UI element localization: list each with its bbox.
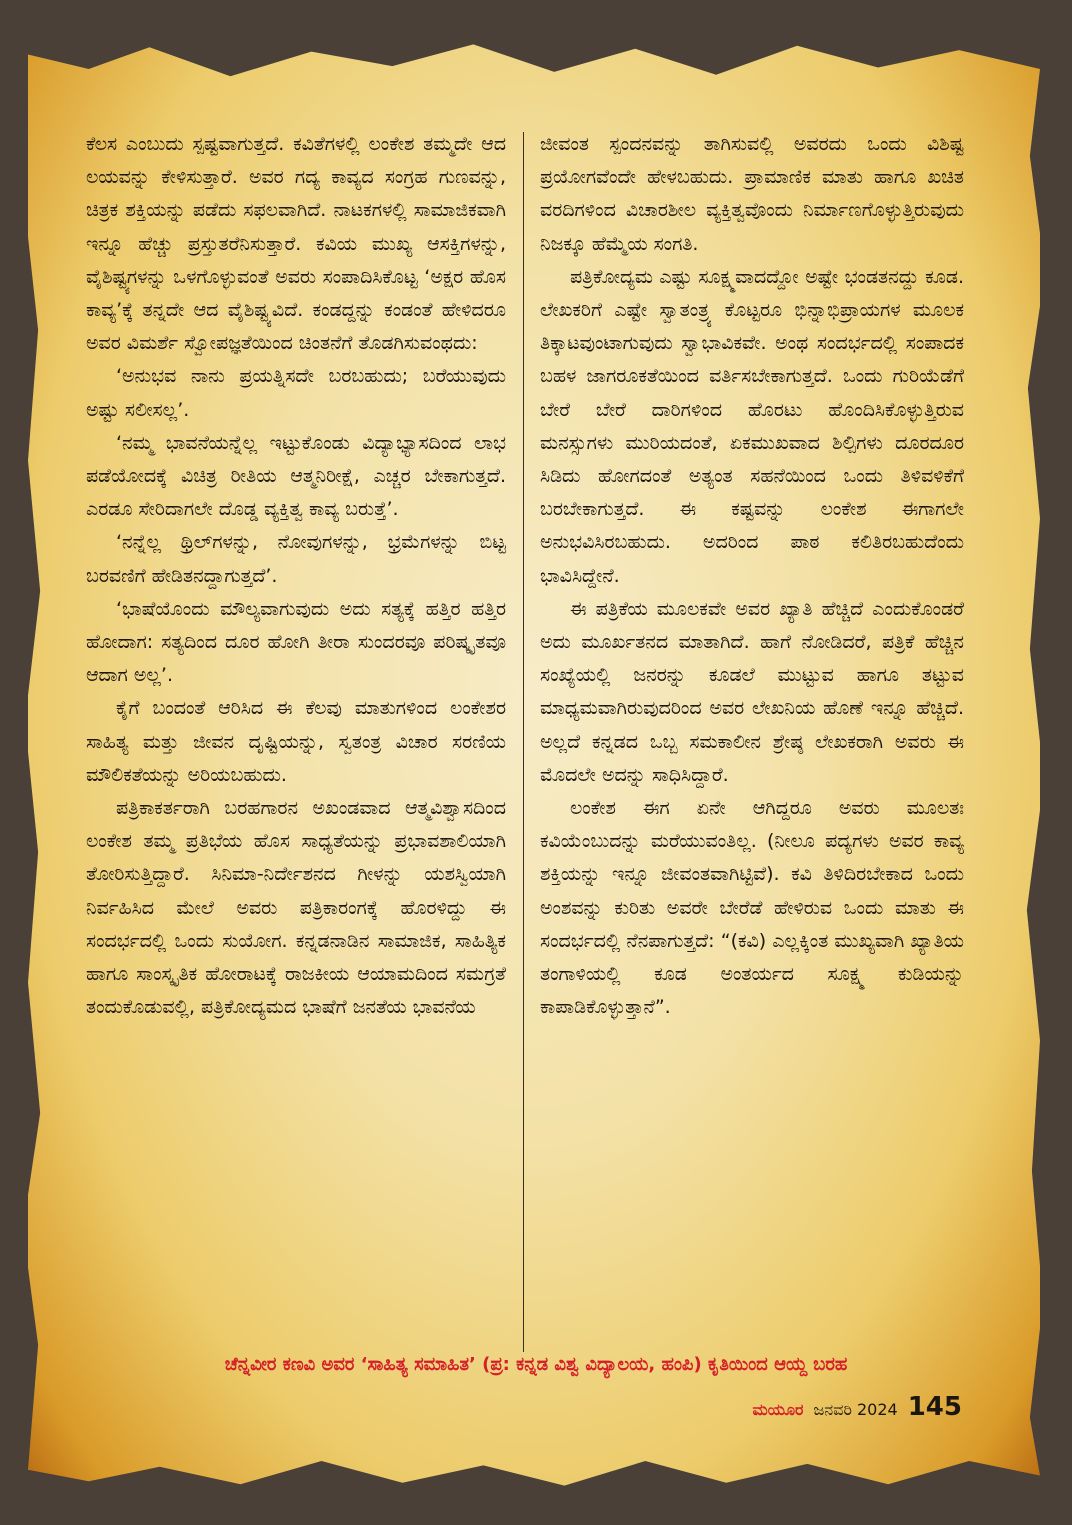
paragraph: ಲಂಕೇಶ ಈಗ ಏನೇ ಆಗಿದ್ದರೂ ಅವರು ಮೂಲತಃ ಕವಿಯೆಂಬುದನ್ನು ಮರೆಯುವಂತಿಲ್ಲ. (ನೀಲೂ ಪದ್ಯಗಳು ಅವರ ಕಾವ್ಯ ಶಕ್ತಿಯನ್ನು ಇನ್ನೂ ಜೀವಂತವಾಗಿಟ್ಟಿವೆ). ಕವಿ ತಿಳಿದಿರಬೇಕಾದ ಒಂದು ಅಂಶವನ್ನು ಕುರಿತು ಅವರೇ ಬೇರೆಡೆ ಹೇಳಿರುವ ಒಂದು ಮಾತು ಈ ಸಂದರ್ಭದಲ್ಲಿ ನೆನಪಾಗುತ್ತದೆ: “(ಕವಿ) ಎಲ್ಲಕ್ಕಿಂತ ಮುಖ್ಯವಾಗಿ ಖ್ಯಾತಿಯ ತಂಗಾಳಿಯಲ್ಲಿ ಕೂಡ ಅಂತರ್ಯದ ಸೂಕ್ಷ್ಮ ಕುಡಿಯನ್ನು ಕಾಪಾಡಿಕೊಳ್ಳುತ್ತಾನೆ”. (540, 797, 964, 1019)
article-column-left (86, 128, 506, 1024)
paragraph: ಪತ್ರಿಕೋದ್ಯಮ ಎಷ್ಟು ಸೂಕ್ಷ್ಮವಾದದ್ದೋ ಅಷ್ಟೇ ಭಂಡತನದ್ದು ಕೂಡ. ಲೇಖಕರಿಗೆ ಎಷ್ಟೇ ಸ್ವಾತಂತ್ರ್ಯ ಕೊಟ್ಟರೂ ಭಿನ್ನಾಭಿಪ್ರಾಯಗಳ ಮೂಲಕ ತಿಕ್ಕಾಟವುಂಟಾಗುವುದು ಸ್ವಾಭಾವಿಕವೇ. ಅಂಥ ಸಂದರ್ಭದಲ್ಲಿ ಸಂಪಾದಕ ಬಹಳ ಜಾಗರೂಕತೆಯಿಂದ ವರ್ತಿಸಬೇಕಾಗುತ್ತದೆ. ಒಂದು ಗುರಿಯೆಡೆಗೆ ಬೇರೆ ಬೇರೆ ದಾರಿಗಳಿಂದ ಹೊರಟು ಹೊಂದಿಸಿಕೊಳ್ಳುತ್ತಿರುವ ಮನಸ್ಸುಗಳು ಮುರಿಯದಂತೆ, ಏಕಮುಖವಾದ ಶಿಲ್ಪಿಗಳು ದೂರದೂರ ಸಿಡಿದು ಹೋಗದಂತೆ ಅತ್ಯಂತ ಸಹನೆಯಿಂದ ಒಂದು ತಿಳಿವಳಿಕೆಗೆ ಬರಬೇಕಾಗುತ್ತದೆ. ಈ ಕಷ್ಟವನ್ನು ಲಂಕೇಶ ಈಗಾಗಲೇ ಅನುಭವಿಸಿರಬಹುದು. ಅದರಿಂದ ಪಾಠ ಕಲಿತಿರಬಹುದೆಂದು ಭಾವಿಸಿದ್ದೇನೆ. (540, 265, 964, 587)
magazine-name: ಮಯೂರ (752, 1400, 804, 1419)
quote-paragraph: ‘ಭಾಷೆಯೊಂದು ಮೌಲ್ಯವಾಗುವುದು ಅದು ಸತ್ಯಕ್ಕೆ ಹತ್ತಿರ ಹತ್ತಿರ ಹೋದಾಗ: ಸತ್ಯದಿಂದ ದೂರ ಹೋಗಿ ತೀರಾ ಸುಂದರವೂ ಪರಿಷ್ಕೃತವೂ ಆದಾಗ ಅಲ್ಲ’. (86, 597, 506, 687)
page-number: 145 (907, 1392, 962, 1422)
source-credit: ಚೆನ್ನವೀರ ಕಣವಿ ಅವರ ‘ಸಾಹಿತ್ಯ ಸಮಾಹಿತ’ (ಪ್ರ: ಕನ್ನಡ ವಿಶ್ವ ವಿದ್ಯಾಲಯ, ಹಂಪಿ) ಕೃತಿಯಿಂದ ಆಯ್ದ ಬರಹ (224, 1354, 848, 1375)
page-footer (753, 1392, 963, 1422)
quote-paragraph: ‘ಅನುಭವ ನಾನು ಪ್ರಯತ್ನಿಸದೇ ಬರಬಹುದು; ಬರೆಯುವುದು ಅಷ್ಟು ಸಲೀಸಲ್ಲ’. (86, 365, 506, 421)
quote-paragraph: ‘ನಮ್ಮ ಭಾವನೆಯನ್ನೆಲ್ಲ ಇಟ್ಟುಕೊಂಡು ವಿದ್ಯಾಭ್ಯಾಸದಿಂದ ಲಾಭ ಪಡೆಯೋದಕ್ಕೆ ವಿಚಿತ್ರ ರೀತಿಯ ಆತ್ಮನಿರೀಕ್ಷೆ, ಎಚ್ಚರ ಬೇಕಾಗುತ್ತದೆ. ಎರಡೂ ಸೇರಿದಾಗಲೇ ದೊಡ್ಡ ವ್ಯಕ್ತಿತ್ವ ಕಾವ್ಯ ಬರುತ್ತೆ’. (86, 431, 506, 521)
paragraph: ಈ ಪತ್ರಿಕೆಯ ಮೂಲಕವೇ ಅವರ ಖ್ಯಾತಿ ಹೆಚ್ಚಿದೆ ಎಂದುಕೊಂಡರೆ ಅದು ಮೂರ್ಖತನದ ಮಾತಾಗಿದೆ. ಹಾಗೆ ನೋಡಿದರೆ, ಪತ್ರಿಕೆ ಹೆಚ್ಚಿನ ಸಂಖ್ಯೆಯಲ್ಲಿ ಜನರನ್ನು ಕೂಡಲೆ ಮುಟ್ಟುವ ಹಾಗೂ ತಟ್ಟುವ ಮಾಧ್ಯಮವಾಗಿರುವುದರಿಂದ ಅವರ ಲೇಖನಿಯ ಹೊಣೆ ಇನ್ನೂ ಹೆಚ್ಚಿದೆ. ಅಲ್ಲದೆ ಕನ್ನಡದ ಒಬ್ಬ ಸಮಕಾಲೀನ ಶ್ರೇಷ್ಠ ಲೇಖಕರಾಗಿ ಅವರು ಈ ಮೊದಲೇ ಅದನ್ನು ಸಾಧಿಸಿದ್ದಾರೆ. (540, 597, 964, 786)
column-divider (523, 132, 524, 1352)
paragraph: ಜೀವಂತ ಸ್ಪಂದನವನ್ನು ತಾಗಿಸುವಲ್ಲಿ ಅವರದು ಒಂದು ವಿಶಿಷ್ಟ ಪ್ರಯೋಗವೆಂದೇ ಹೇಳಬಹುದು. ಪ್ರಾಮಾಣಿಕ ಮಾತು ಹಾಗೂ ಖಚಿತ ವರದಿಗಳಿಂದ ವಿಚಾರಶೀಲ ವ್ಯಕ್ತಿತ್ವವೊಂದು ನಿರ್ಮಾಣಗೊಳ್ಳುತ್ತಿರುವುದು ನಿಜಕ್ಕೂ ಹೆಮ್ಮೆಯ ಸಂಗತಿ. (540, 133, 964, 255)
paragraph: ಕೈಗೆ ಬಂದಂತೆ ಆರಿಸಿದ ಈ ಕೆಲವು ಮಾತುಗಳಿಂದ ಲಂಕೇಶರ ಸಾಹಿತ್ಯ ಮತ್ತು ಜೀವನ ದೃಷ್ಟಿಯನ್ನು, ಸ್ವತಂತ್ರ ವಿಚಾರ ಸರಣಿಯ ಮೌಲಿಕತೆಯನ್ನು ಅರಿಯಬಹುದು. (86, 697, 506, 786)
quote-paragraph: ‘ನನ್ನೆಲ್ಲ ಥ್ರಿಲ್‌ಗಳನ್ನು, ನೋವುಗಳನ್ನು, ಭ್ರಮೆಗಳನ್ನು ಬಿಟ್ಟ ಬರವಣಿಗೆ ಹೇಡಿತನದ್ದಾಗುತ್ತದೆ’. (86, 531, 506, 587)
article-column-right (540, 128, 964, 1024)
issue-date: ಜನವರಿ 2024 (813, 1400, 898, 1419)
paragraph: ಕೆಲಸ ಎಂಬುದು ಸ್ಪಷ್ಟವಾಗುತ್ತದೆ. ಕವಿತೆಗಳಲ್ಲಿ ಲಂಕೇಶ ತಮ್ಮದೇ ಆದ ಲಯವನ್ನು ಕೇಳಿಸುತ್ತಾರೆ. ಅವರ ಗದ್ಯ ಕಾವ್ಯದ ಸಂಗ್ರಹ ಗುಣವನ್ನು, ಚಿತ್ರಕ ಶಕ್ತಿಯನ್ನು ಪಡೆದು ಸಫಲವಾಗಿದೆ. ನಾಟಕಗಳಲ್ಲಿ ಸಾಮಾಜಿಕವಾಗಿ ಇನ್ನೂ ಹೆಚ್ಚು ಪ್ರಸ್ತುತರೆನಿಸುತ್ತಾರೆ. ಕವಿಯ ಮುಖ್ಯ ಆಸಕ್ತಿಗಳನ್ನು, ವೈಶಿಷ್ಟ್ಯಗಳನ್ನು ಒಳಗೊಳ್ಳುವಂತೆ ಅವರು ಸಂಪಾದಿಸಿಕೊಟ್ಟ ‘ಅಕ್ಷರ ಹೊಸ ಕಾವ್ಯ’ಕ್ಕೆ ತನ್ನದೇ ಆದ ವೈಶಿಷ್ಟ್ಯವಿದೆ. ಕಂಡದ್ದನ್ನು ಕಂಡಂತೆ ಹೇಳಿದರೂ ಅವರ ವಿಮರ್ಶೆ ಸ್ವೋಪಜ್ಞತೆಯಿಂದ ಚಿಂತನೆಗೆ ತೊಡಗಿಸುವಂಥದು: (86, 133, 506, 355)
paragraph: ಪತ್ರಿಕಾಕರ್ತರಾಗಿ ಬರಹಗಾರನ ಅಖಂಡವಾದ ಆತ್ಮವಿಶ್ವಾಸದಿಂದ ಲಂಕೇಶ ತಮ್ಮ ಪ್ರತಿಭೆಯ ಹೊಸ ಸಾಧ್ಯತೆಯನ್ನು ಪ್ರಭಾವಶಾಲಿಯಾಗಿ ತೋರಿಸುತ್ತಿದ್ದಾರೆ. ಸಿನಿಮಾ-ನಿರ್ದೇಶನದ ಗೀಳನ್ನು ಯಶಸ್ವಿಯಾಗಿ ನಿರ್ವಹಿಸಿದ ಮೇಲೆ ಅವರು ಪತ್ರಿಕಾರಂಗಕ್ಕೆ ಹೊರಳಿದ್ದು ಈ ಸಂದರ್ಭದಲ್ಲಿ ಒಂದು ಸುಯೋಗ. ಕನ್ನಡನಾಡಿನ ಸಾಮಾಜಿಕ, ಸಾಹಿತ್ಯಿಕ ಹಾಗೂ ಸಾಂಸ್ಕೃತಿಕ ಹೋರಾಟಕ್ಕೆ ರಾಜಕೀಯ ಆಯಾಮದಿಂದ ಸಮಗ್ರತೆ ತಂದುಕೊಡುವಲ್ಲಿ, ಪತ್ರಿಕೋದ್ಯಮದ ಭಾಷೆಗೆ ಜನತೆಯ ಭಾವನೆಯ (86, 797, 506, 1019)
